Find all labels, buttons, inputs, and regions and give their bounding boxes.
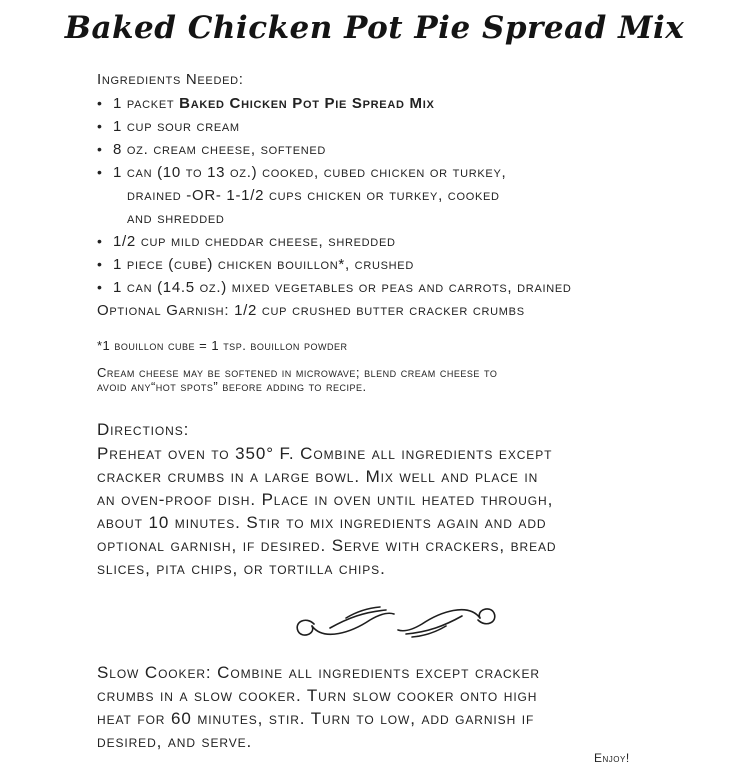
cream-cheese-note: Cream cheese may be softened in microwave; blend cream cheese to	[97, 365, 498, 380]
recipe-title: Baked Chicken Pot Pie Spread Mix	[64, 10, 685, 46]
bullet-icon: •	[97, 141, 102, 157]
bullet-icon: •	[97, 118, 102, 134]
directions-line: cracker crumbs in a large bowl. Mix well and place in	[97, 467, 539, 486]
bullet-icon: •	[97, 233, 102, 249]
ingredient-text: 1 packet	[113, 95, 180, 112]
slow-cooker-line: desired, and serve.	[97, 732, 253, 751]
directions-line: optional garnish, if desired. Serve with crackers, bread	[97, 536, 557, 555]
cream-cheese-note: avoid any“hot spots” before adding to recipe.	[97, 379, 367, 394]
directions-line: slices, pita chips, or tortilla chips.	[97, 559, 386, 578]
ingredient-item: 1/2 cup mild cheddar cheese, shredded	[113, 233, 396, 250]
ingredient-item	[113, 95, 435, 112]
closing-note: Enjoy!	[594, 751, 630, 765]
ingredients-heading: Ingredients Needed:	[97, 71, 244, 88]
bullet-icon: •	[97, 256, 102, 272]
directions-line: Preheat oven to 350° F. Combine all ingredients except	[97, 444, 553, 463]
ingredient-item: 1 can (14.5 oz.) mixed vegetables or peas and carrots, drained	[113, 279, 572, 296]
bullet-icon: •	[97, 279, 102, 295]
slow-cooker-line: Slow Cooker: Combine all ingredients except cracker	[97, 663, 540, 682]
ingredient-item: 1 piece (cube) chicken bouillon*, crushed	[113, 256, 414, 273]
directions-line: an oven-proof dish. Place in oven until heated through,	[97, 490, 554, 509]
ingredient-item-continued: drained -OR- 1-1/2 cups chicken or turkey, cooked	[127, 187, 500, 204]
ingredient-item-continued: and shredded	[127, 210, 225, 227]
ingredient-item: 1 can (10 to 13 oz.) cooked, cubed chicken or turkey,	[113, 164, 507, 181]
ingredient-item: 8 oz. cream cheese, softened	[113, 141, 327, 158]
optional-garnish: Optional Garnish: 1/2 cup crushed butter cracker crumbs	[97, 302, 525, 319]
bullet-icon: •	[97, 95, 102, 111]
ingredient-item: 1 cup sour cream	[113, 118, 240, 135]
scroll-flourish-icon	[290, 598, 502, 646]
directions-line: about 10 minutes. Stir to mix ingredients again and add	[97, 513, 547, 532]
directions-heading: Directions:	[97, 420, 190, 439]
product-name: Baked Chicken Pot Pie Spread Mix	[179, 95, 435, 112]
slow-cooker-line: heat for 60 minutes, stir. Turn to low, add garnish if	[97, 709, 535, 728]
bouillon-note: *1 bouillon cube = 1 tsp. bouillon powder	[97, 338, 348, 353]
slow-cooker-line: crumbs in a slow cooker. Turn slow cooker onto high	[97, 686, 538, 705]
bullet-icon: •	[97, 164, 102, 180]
